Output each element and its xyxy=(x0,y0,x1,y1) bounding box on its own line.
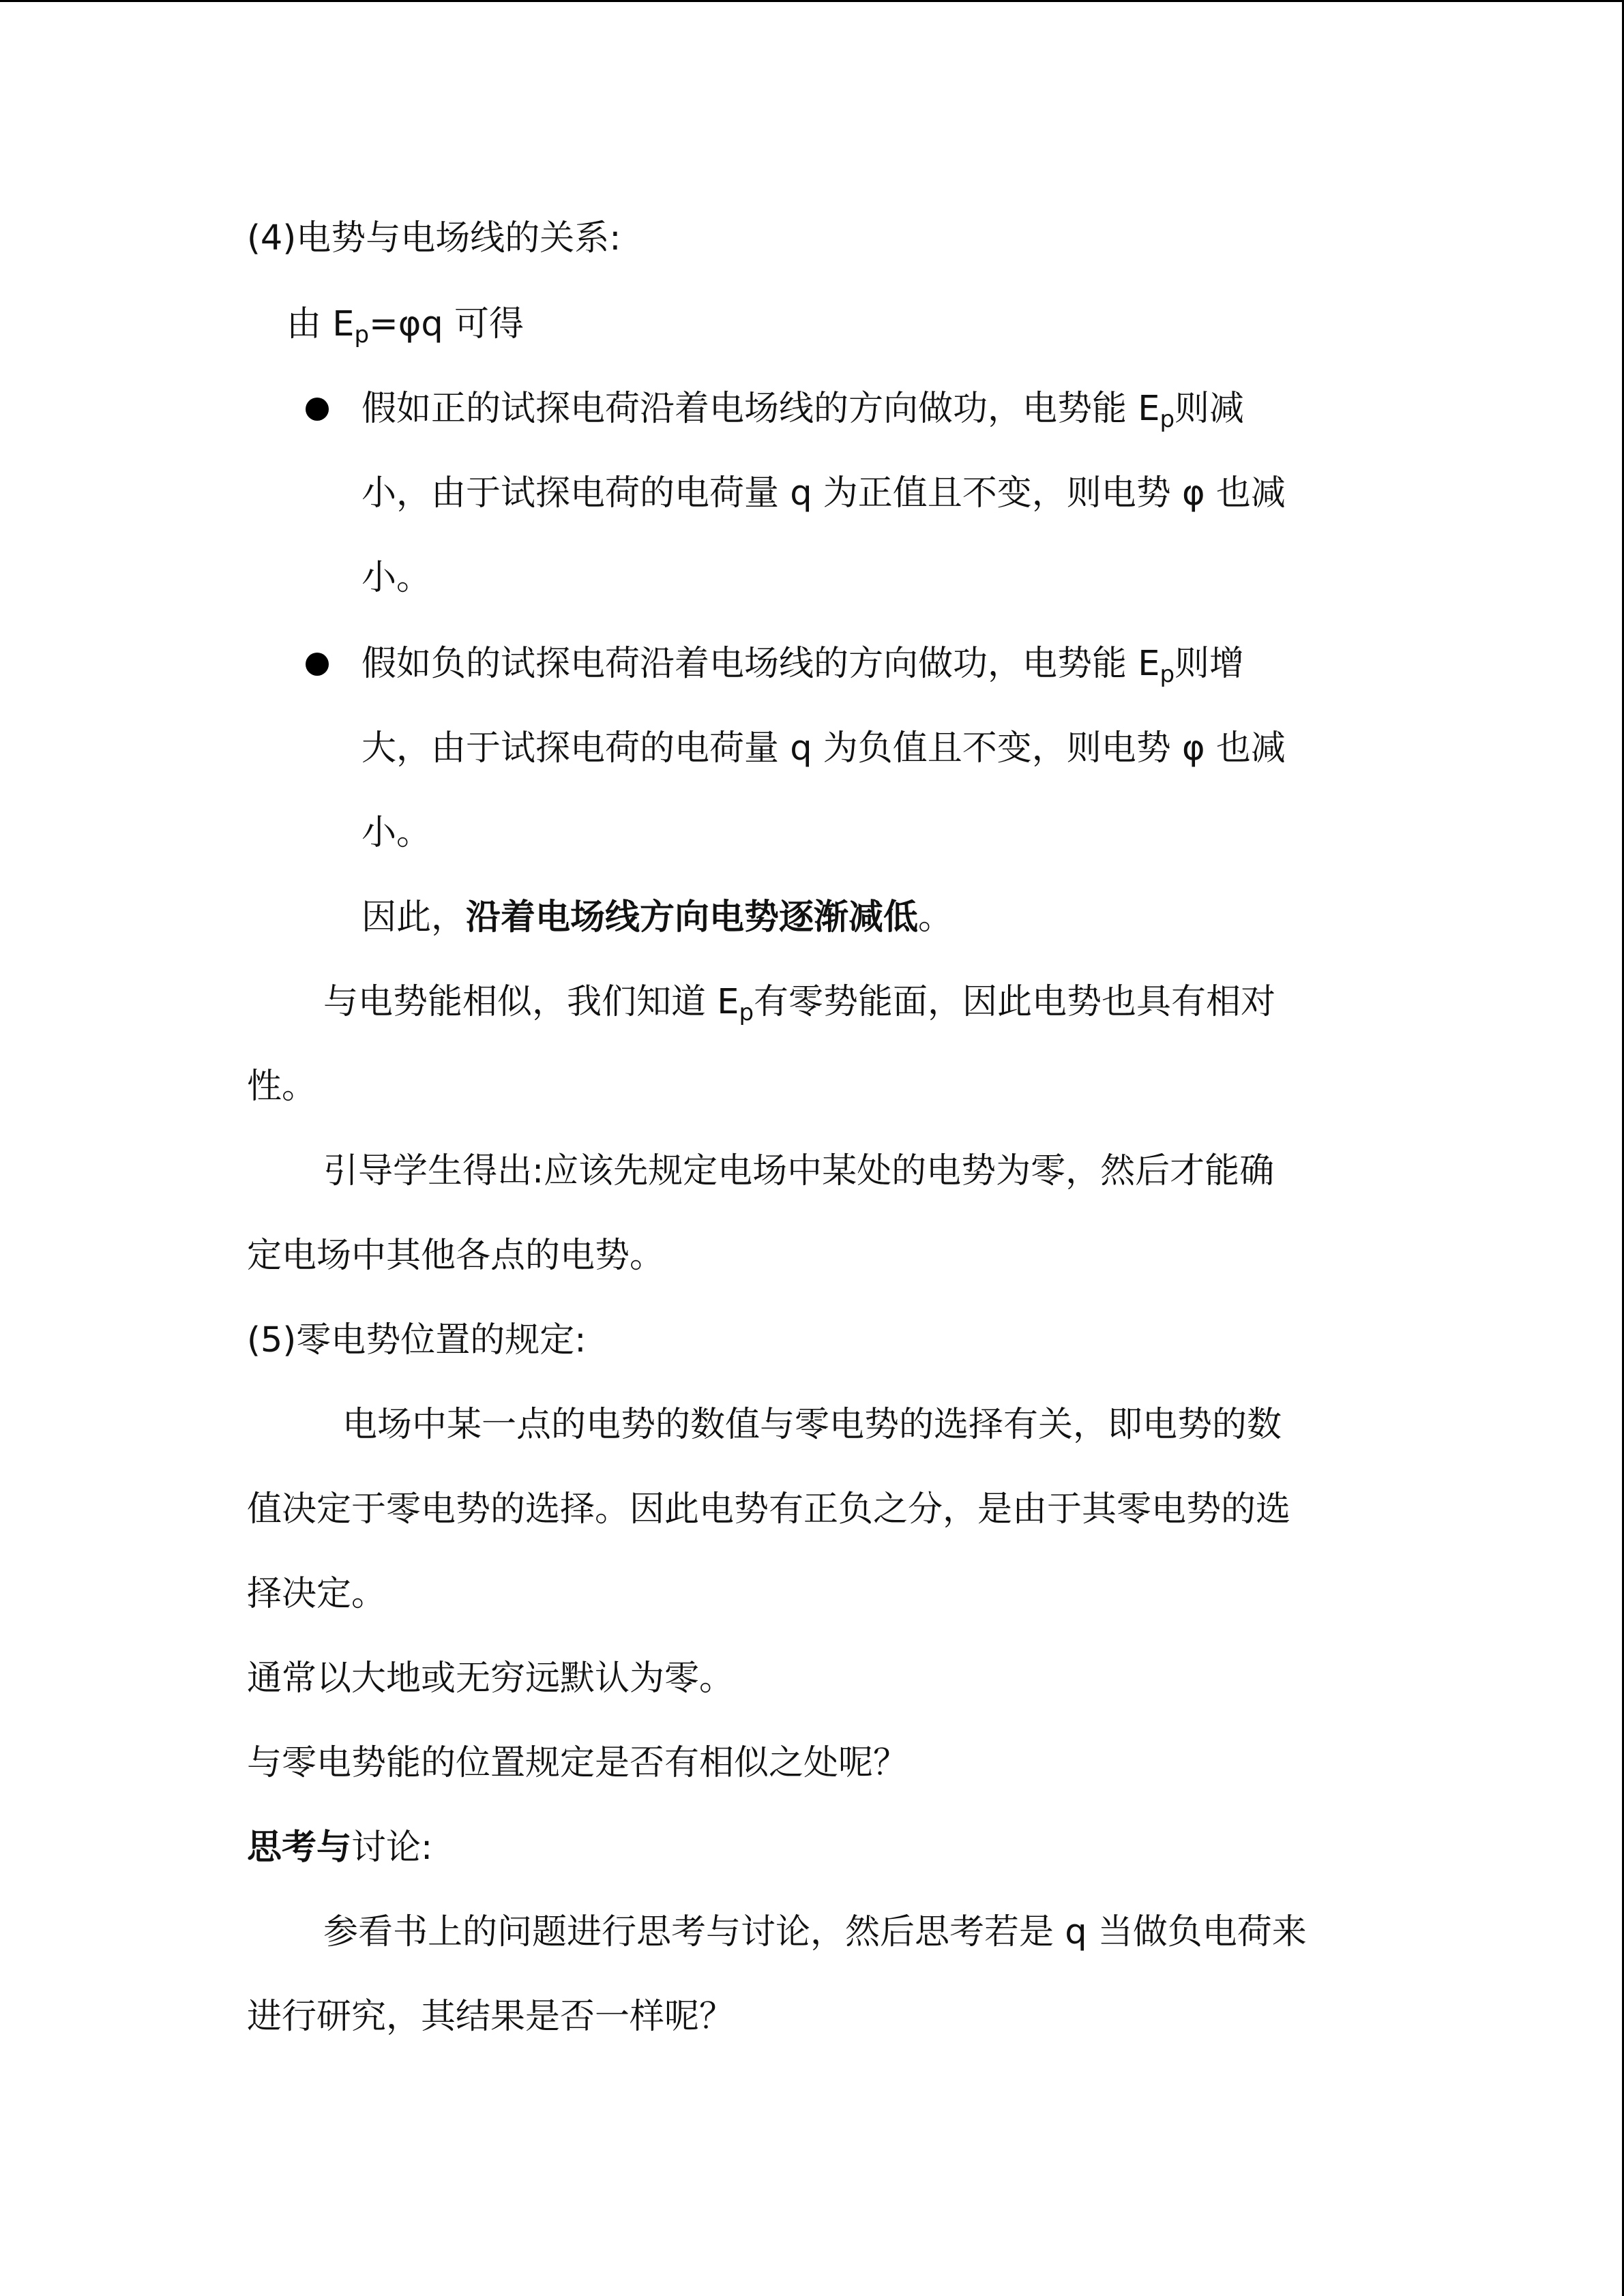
section-5-para-line-2 xyxy=(247,1488,1290,1532)
bullet-1-sub: p xyxy=(1160,406,1175,433)
relativity-sub: p xyxy=(739,999,754,1026)
section-5-heading-text: (5)零电势位置的规定: xyxy=(247,1320,587,1360)
guidance-text-1: 引导学生得出:应该先规定电场中某处的电势为零，然后才能确 xyxy=(323,1151,1275,1191)
section-4-heading-text: (4)电势与电场线的关系: xyxy=(247,218,621,258)
bullet-2-text-3: 小。 xyxy=(361,813,432,853)
question-text: 与零电势能的位置规定是否有相似之处呢？ xyxy=(247,1743,909,1783)
relativity-text-2: 性。 xyxy=(247,1067,317,1107)
question-line xyxy=(247,1742,908,1785)
discussion-line-2 xyxy=(247,1995,734,2039)
bullet-1-post: 则减 xyxy=(1175,389,1245,429)
default-zero-line xyxy=(247,1657,734,1701)
discussion-heading-rest: 讨论: xyxy=(351,1828,433,1868)
discussion-heading-bold: 思考与 xyxy=(247,1828,352,1868)
conclusion-emphasis: 沿着电场线方向电势逐渐减低 xyxy=(466,897,919,938)
bullet-1-text: 假如正的试探电荷沿着电场线的方向做功，电势能 E xyxy=(361,389,1160,429)
guidance-text-2: 定电场中其他各点的电势。 xyxy=(247,1236,665,1276)
guidance-line-2 xyxy=(247,1234,664,1278)
bullet-1-line-2 xyxy=(361,472,1286,516)
guidance-line-1 xyxy=(323,1150,1274,1193)
bullet-2-post: 则增 xyxy=(1175,644,1245,684)
discussion-text-1: 参看书上的问题进行思考与讨论，然后思考若是 q 当做负电荷来 xyxy=(323,1912,1307,1952)
formula-pre: 由 E xyxy=(286,304,355,344)
relativity-line-1 xyxy=(323,981,1275,1024)
bullet-1-text-3: 小。 xyxy=(361,558,432,598)
bullet-2-sub: p xyxy=(1160,661,1175,688)
discussion-line-1 xyxy=(323,1911,1307,1954)
relativity-pre: 与电势能相似，我们知道 E xyxy=(323,982,739,1022)
relativity-line-2 xyxy=(247,1065,316,1109)
page-top-border xyxy=(0,0,1624,2)
section-5-para-text-3: 择决定。 xyxy=(247,1574,387,1614)
bullet-dot xyxy=(306,398,329,421)
bullet-2-line-2 xyxy=(361,727,1286,771)
formula-line xyxy=(286,303,524,346)
section-5-para-text-2: 值决定于零电势的选择。因此电势有正负之分，是由于其零电势的选 xyxy=(247,1489,1291,1530)
formula-post: =φq 可得 xyxy=(369,304,524,344)
formula-sub: p xyxy=(354,321,370,348)
discussion-text-2: 进行研究，其结果是否一样呢？ xyxy=(247,1997,735,2037)
default-zero-text: 通常以大地或无穷远默认为零。 xyxy=(247,1658,735,1699)
section-5-para-text-1: 电场中某一点的电势的数值与零电势的选择有关，即电势的数 xyxy=(342,1405,1282,1445)
conclusion-line xyxy=(361,896,953,940)
bullet-2-text: 假如负的试探电荷沿着电场线的方向做功，电势能 E xyxy=(361,644,1160,684)
bullet-2-text-2: 大，由于试探电荷的电荷量 q 为负值且不变，则电势 φ 也减 xyxy=(361,728,1286,769)
conclusion-pre: 因此， xyxy=(361,897,467,938)
bullet-2-line-1 xyxy=(361,642,1244,686)
bullet-2-line-3 xyxy=(361,811,431,855)
section-4-heading xyxy=(247,217,621,260)
bullet-1-line-1 xyxy=(361,387,1244,431)
section-5-para-line-3 xyxy=(247,1572,386,1616)
conclusion-post: 。 xyxy=(918,897,954,938)
section-5-para-line-1 xyxy=(342,1403,1282,1447)
bullet-1-text-2: 小，由于试探电荷的电荷量 q 为正值且不变，则电势 φ 也减 xyxy=(361,473,1286,513)
section-5-heading xyxy=(247,1319,586,1362)
bullet-1-line-3 xyxy=(361,556,431,600)
discussion-heading xyxy=(247,1826,432,1870)
bullet-dot xyxy=(306,653,329,676)
relativity-post: 有零势能面，因此电势也具有相对 xyxy=(754,982,1276,1022)
